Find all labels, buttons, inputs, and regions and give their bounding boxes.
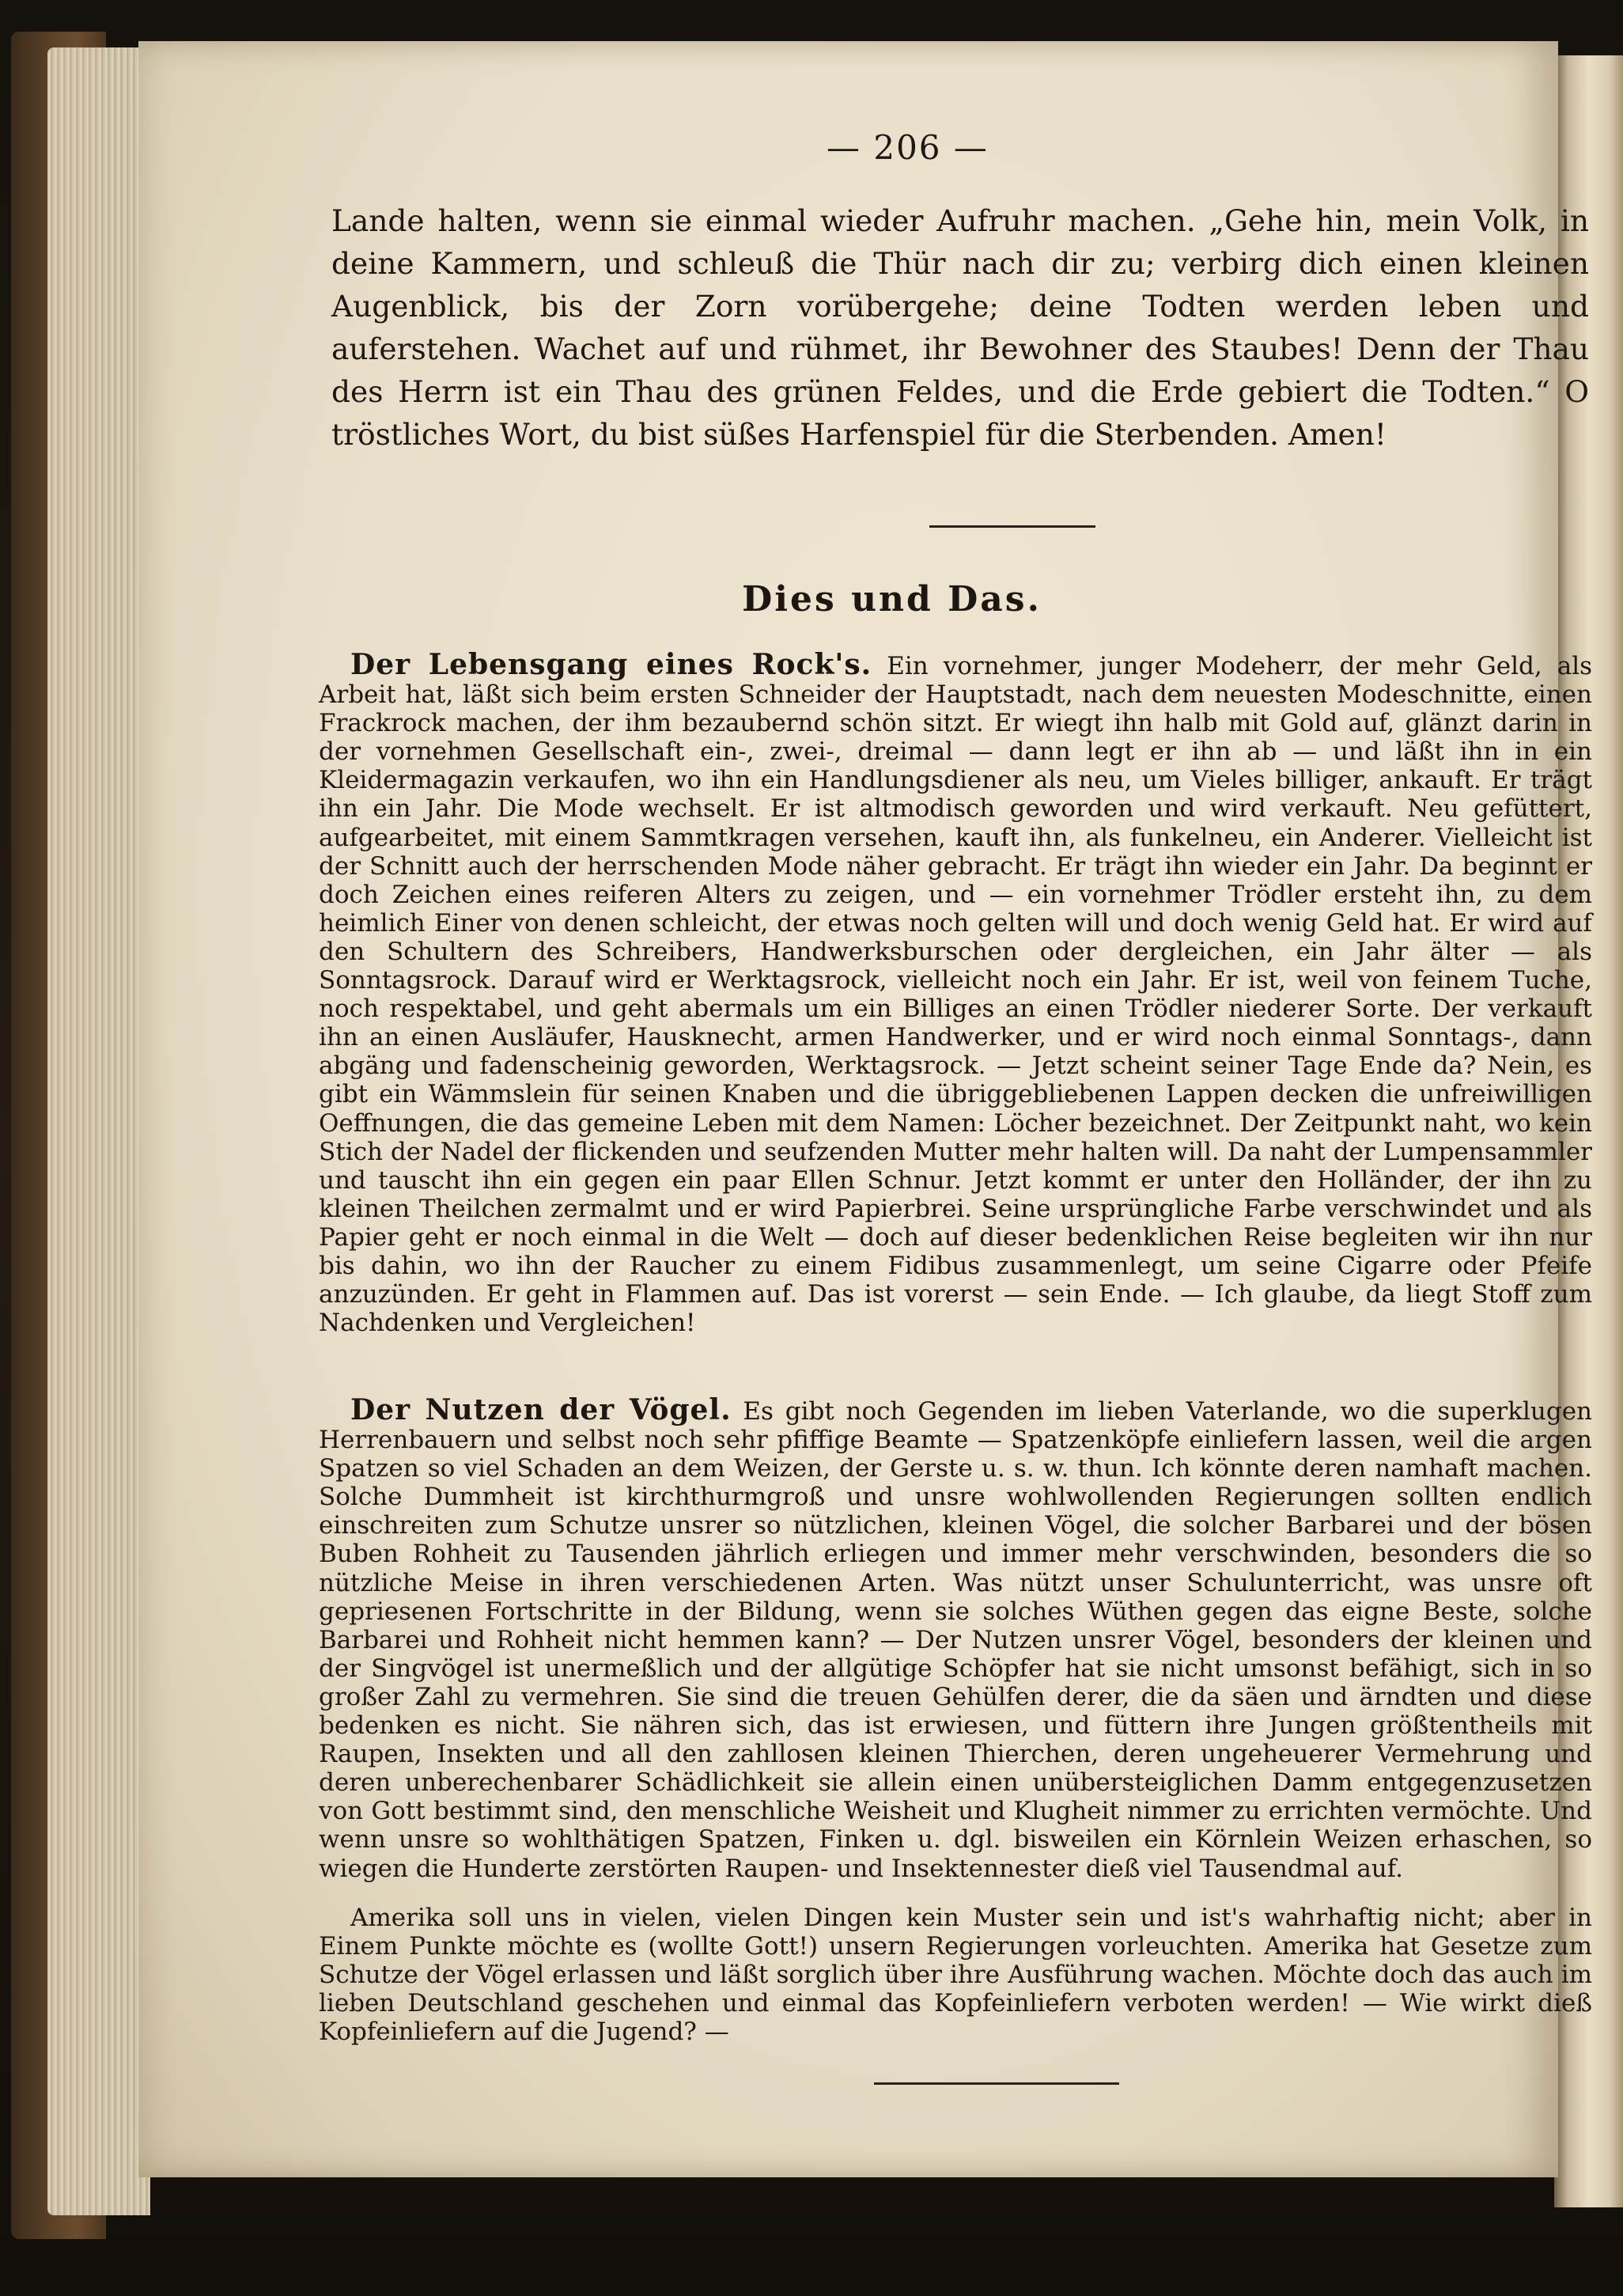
article-lebensgang — [319, 650, 1592, 1337]
article-text: Amerika soll uns in vielen, vielen Dingen kein Muster sein und ist's wahrhaftig nicht; aber in Einem Punkte möchte es (wollte Gott!) unsern Regierungen vorleuchten. Amerika hat Gesetze zum Schutze der Vögel erlassen und läßt sorglich über ihre Ausführung wachen. Möchte doch das auch im lieben Deutschland geschehen und einmal das Kopfeinliefern verboten werden! — Wie wirkt dieß Kopfeinliefern auf die Jugend? — — [319, 1904, 1592, 2047]
article-heading: Der Lebensgang eines Rock's. — [350, 648, 872, 681]
section-title-text: Dies und Das. — [742, 579, 1042, 619]
section-title — [138, 579, 1558, 619]
intro-paragraph: Lande halten, wenn sie einmal wieder Aufruhr machen. „Gehe hin, mein Volk, in deine Kammern, und schleuß die Thür nach dir zu; verbirg dich einen kleinen Augenblick, bis der Zorn vorübergehe; deine Todten werden leben und auferstehen. Wachet auf und rühmet, ihr Bewohner des Staubes! Denn der Thau des Herrn ist ein Thau des grünen Feldes, und die Erde gebiert die Todten.“ O tröstliches Wort, du bist süßes Harfenspiel für die Sterbenden. Amen! — [331, 203, 1589, 452]
article-nutzen-voegel — [319, 1393, 1593, 1883]
article-text: Es gibt noch Gegenden im lieben Vaterlande, wo die superklugen Herrenbauern und selbst noch sehr pfiffige Beamte — Spatzenköpfe einliefern lassen, weil die argen Spatzen so viel Schaden an dem Weizen, der Gerste u. s. w. thun. Ich könnte deren namhaft machen. Solche Dummheit ist kirchthurmgroß und unsre wohlwollenden Regierungen sollten endlich einschreiten zum Schutze unsrer so nützlichen, kleinen Vögel, die solcher Barbarei und der bösen Buben Rohheit zu Tausenden jährlich erliegen und immer mehr verschwinden, besonders die so nützliche Meise in ihren verschiedenen Arten. Was nützt unser Schulunterricht, was unsre oft gepriesenen Fortschritte in der Bildung, wenn sie solches Wüthen gegen das eigne Beste, solche Barbarei und Rohheit nicht hemmen kann? — Der Nutzen unsrer Vögel, besonders der kleinen und der Singvögel ist unermeßlich und der allgütige Schöpfer hat sie nicht umsonst befähigt, sich in so großer Zahl zu vermehren. Sie sind die treuen Gehülfen derer, die da säen und ärndten und diese bedenken es nicht. Sie nähren sich, das ist erwiesen, und füttern ihre Jungen größtentheils mit Raupen, Insekten und all den zahllosen kleinen Thierchen, deren ungeheuerer Vermehrung und deren unberechenbarer Schädlichkeit sie allein einen unübersteiglichen Damm entgegenzusetzen von Gott bestimmt sind, den menschliche Weisheit und Klugheit nimmer zu errichten vermöchte. Und wenn unsre so wohlthätigen Spatzen, Finken u. dgl. bisweilen ein Körnlein Weizen erhaschen, so wiegen die Hunderte zerstörten Raupen- und Insektennester dieß viel Tausendmal auf. — [319, 1397, 1593, 1883]
article-text: Ein vornehmer, junger Modeherr, der mehr Geld, als Arbeit hat, läßt sich beim ersten Schneider der Hauptstadt, nach dem neuesten Modeschnitte, einen Frackrock machen, der ihm bezaubernd schön sitzt. Er wiegt ihn halb mit Gold auf, glänzt darin in der vornehmen Gesellschaft ein-, zwei-, dreimal — dann legt er ihn ab — und läßt ihn in ein Kleidermagazin verkaufen, wo ihn ein Handlungsdiener als neu, um Vieles billiger, ankauft. Er trägt ihn ein Jahr. Die Mode wechselt. Er ist altmodisch geworden und wird verkauft. Neu gefüttert, aufgearbeitet, mit einem Sammtkragen versehen, kauft ihn, als funkelneu, ein Anderer. Vielleicht ist der Schnitt auch der herrschenden Mode näher gebracht. Er trägt ihn wieder ein Jahr. Da beginnt er doch Zeichen eines reiferen Alters zu zeigen, und — ein vornehmer Trödler ersteht ihn, zu dem heimlich Einer von denen schleicht, der etwas noch gelten will und doch wenig Geld hat. Er wird auf den Schultern des Schreibers, Handwerksburschen oder dergleichen, ein Jahr älter — als Sonntagsrock. Darauf wird er Werktagsrock, vielleicht noch ein Jahr. Er ist, weil von feinem Tuche, noch respektabel, und geht abermals um ein Billiges an einen Trödler niederer Sorte. Der verkauft ihn an einen Ausläufer, Hausknecht, armen Handwerker, und er wird noch einmal Sonntags-, dann abgäng und fadenscheinig geworden, Werktagsrock. — Jetzt scheint seiner Tage Ende da? Nein, es gibt ein Wämmslein für seinen Knaben und die übriggebliebenen Lappen decken die unfreiwilligen Oeffnungen, die das gemeine Leben mit dem Namen: Löcher bezeichnet. Der Zeitpunkt naht, wo kein Stich der Nadel der flickenden und seufzenden Mutter mehr halten will. Da naht der Lumpensammler und tauscht ihn ein gegen ein paar Ellen Schnur. Jetzt kommt er unter den Holländer, der ihn zu kleinen Theilchen zermalmt und er wird Papierbrei. Seine ursprüngliche Farbe verschwindet und als Papier geht er noch einmal in die Welt — doch auf dieser bedenklichen Reise begleiten wir ihn nur bis dahin, wo ihn der Raucher zu einem Fidibus zusammenlegt, um seine Cigarre oder Pfeife anzuzünden. Er geht in Flammen auf. Das ist vorerst — sein Ende. — Ich glaube, da liegt Stoff zum Nachdenken und Vergleichen! — [319, 652, 1593, 1338]
page-edges-left — [47, 47, 150, 2215]
book-page — [138, 41, 1593, 2177]
page-number: — 206 — — [827, 128, 989, 167]
end-divider — [874, 2082, 1119, 2085]
article-heading: Der Nutzen der Vögel. — [350, 1393, 732, 1426]
section-divider — [929, 525, 1095, 528]
article-amerika — [319, 1904, 1592, 2046]
